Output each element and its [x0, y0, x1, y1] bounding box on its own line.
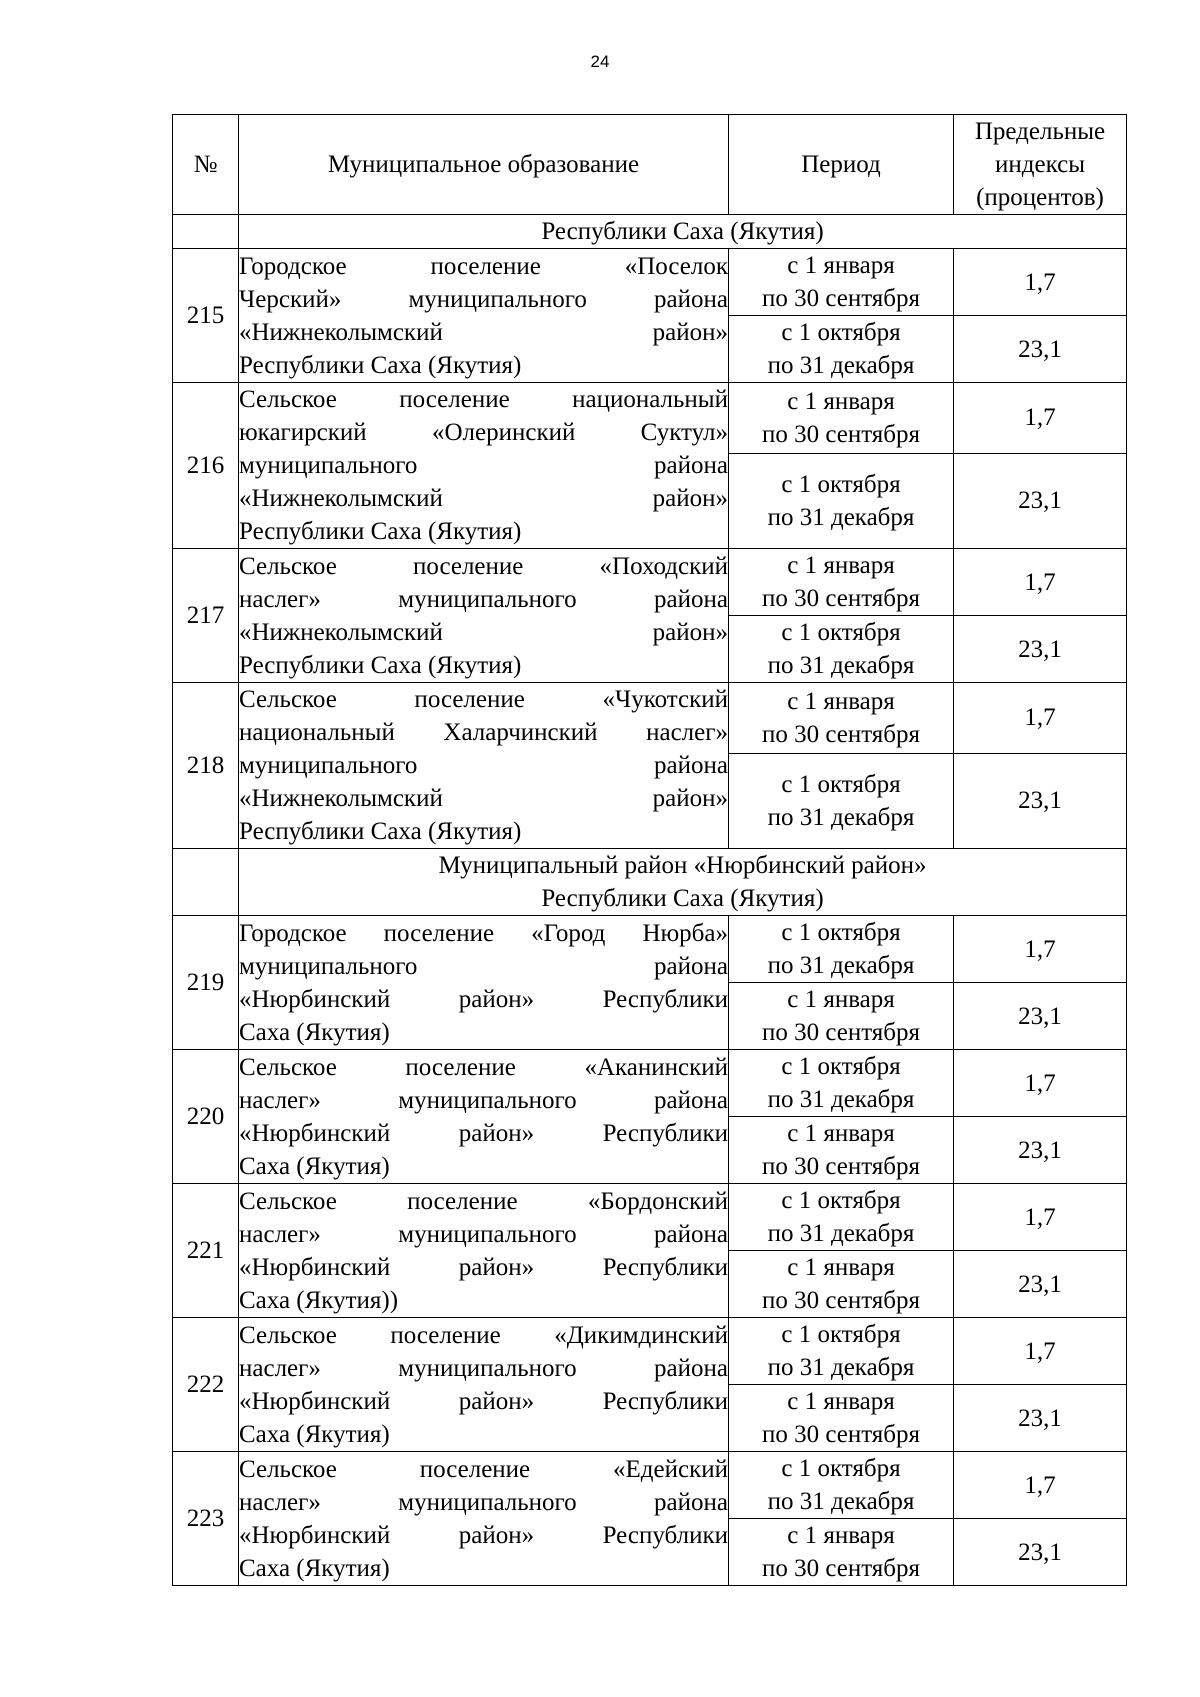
index-value: 1,7 [954, 1452, 1127, 1519]
section-title [239, 849, 1127, 916]
index-value: 23,1 [954, 753, 1127, 848]
header-municipality: Муниципальное образование [239, 115, 729, 215]
municipality-name-line: «Нижнеколымский район» [239, 485, 728, 512]
period-line: с 1 октября [781, 1321, 901, 1348]
table-row [173, 549, 1127, 616]
period-line: с 1 октября [781, 770, 901, 798]
period-line: по 31 декабря [767, 652, 915, 679]
municipality-name-line: муниципального района [239, 952, 728, 980]
index-value: 1,7 [954, 683, 1127, 754]
municipality-name-line: Сельское поселение «Бордонский [239, 1187, 728, 1215]
index-value: 23,1 [954, 453, 1127, 548]
period-cell [729, 1452, 954, 1519]
municipality-name-line: наслег» муниципального района [239, 1086, 728, 1114]
municipality-name-line: «Нюрбинский район» Республики [239, 1119, 728, 1147]
municipality-name-line: Сельское поселение «Чукотский [239, 686, 728, 713]
period-line: с 1 января [787, 1522, 895, 1549]
period-line: по 31 декабря [767, 952, 915, 979]
municipality-name-line: Республики Саха (Якутия) [239, 651, 522, 679]
period-line: по 30 сентября [761, 1153, 921, 1180]
index-value: 1,7 [954, 916, 1127, 983]
row-number: 222 [173, 1318, 239, 1452]
header-number: № [173, 115, 239, 215]
municipality-name-line: Городское поселение «Поселок [239, 252, 728, 280]
table-row [173, 916, 1127, 983]
section-row-yakutia [173, 215, 1127, 249]
period-line: с 1 октября [781, 319, 901, 346]
period-cell [729, 316, 954, 383]
header-index [954, 115, 1127, 215]
period-cell [729, 383, 954, 454]
period-line: по 30 сентября [761, 1421, 921, 1448]
row-number: 219 [173, 916, 239, 1050]
municipality-name-line: Городское поселение «Город Нюрба» [239, 919, 728, 947]
table-row [173, 1050, 1127, 1117]
municipality-name-line: Сельское поселение «Аканинский [239, 1053, 728, 1081]
municipality-name-line: Республики Саха (Якутия) [239, 351, 522, 379]
municipality-name-line: наслег» муниципального района [239, 585, 728, 613]
period-line: по 30 сентября [761, 720, 921, 748]
municipality-name-line: национальный Халарчинский наслег» [239, 719, 728, 746]
row-number: 218 [173, 683, 239, 849]
period-cell [729, 916, 954, 983]
index-value: 23,1 [954, 1519, 1127, 1586]
section-row-nyurba [173, 849, 1127, 916]
period-line: с 1 января [787, 1254, 895, 1281]
section-title-line: Муниципальный район «Нюрбинский район» [438, 852, 927, 879]
period-cell [729, 249, 954, 316]
period-line: по 30 сентября [761, 585, 921, 612]
row-number: 221 [173, 1184, 239, 1318]
municipality-name-line: «Нюрбинский район» Республики [239, 1387, 728, 1415]
period-cell [729, 1519, 954, 1586]
section-empty-cell [173, 849, 239, 916]
period-line: по 30 сентября [761, 1287, 921, 1314]
period-cell [729, 453, 954, 548]
municipality-name-line: «Нюрбинский район» Республики [239, 1253, 728, 1281]
period-cell [729, 1251, 954, 1318]
table-row [173, 1184, 1127, 1251]
municipality-name-line: наслег» муниципального района [239, 1354, 728, 1382]
tariff-index-table [172, 114, 1127, 1586]
municipality-name [239, 549, 729, 683]
period-line: с 1 января [787, 687, 895, 715]
period-cell [729, 983, 954, 1050]
row-number: 216 [173, 383, 239, 549]
table-row [173, 383, 1127, 454]
index-value: 23,1 [954, 1251, 1127, 1318]
period-cell [729, 683, 954, 754]
table-row [173, 1452, 1127, 1519]
index-value: 23,1 [954, 983, 1127, 1050]
period-cell [729, 616, 954, 683]
period-line: с 1 января [787, 1388, 895, 1415]
period-cell [729, 549, 954, 616]
header-period: Период [729, 115, 954, 215]
index-value: 1,7 [954, 1184, 1127, 1251]
period-cell [729, 1050, 954, 1117]
page-number: 24 [590, 52, 610, 71]
period-line: по 30 сентября [761, 1555, 921, 1582]
period-line: по 31 декабря [767, 352, 915, 379]
period-line: по 31 декабря [767, 1488, 915, 1515]
municipality-name-line: Саха (Якутия) [239, 1152, 390, 1180]
municipality-name-line: юкагирский «Олеринский Суктул» [239, 419, 728, 446]
section-title [239, 215, 1127, 249]
municipality-name [239, 1050, 729, 1184]
index-value: 23,1 [954, 1117, 1127, 1184]
table-body [173, 215, 1127, 1586]
period-line: с 1 октября [781, 619, 901, 646]
section-empty-cell [173, 215, 239, 249]
period-line: по 31 декабря [767, 1220, 915, 1247]
municipality-name [239, 383, 729, 549]
municipality-name-line: Черский» муниципального района [239, 285, 728, 313]
municipality-name-line: Саха (Якутия) [239, 1018, 390, 1046]
municipality-name-line: муниципального района [239, 452, 728, 479]
period-line: с 1 октября [781, 919, 901, 946]
municipality-name [239, 1318, 729, 1452]
period-line: с 1 января [787, 986, 895, 1013]
period-line: с 1 января [787, 1120, 895, 1147]
period-cell [729, 1318, 954, 1385]
municipality-name-line: Саха (Якутия) [239, 1554, 390, 1582]
period-line: по 30 сентября [761, 420, 921, 448]
table-row [173, 1318, 1127, 1385]
section-title-line: Республики Саха (Якутия) [541, 218, 824, 245]
period-cell [729, 1385, 954, 1452]
section-title-line: Республики Саха (Якутия) [541, 885, 824, 912]
period-line: с 1 октября [781, 1053, 901, 1080]
municipality-name-line: «Нижнеколымский район» [239, 318, 728, 346]
municipality-name-line: Сельское поселение национальный [239, 386, 728, 413]
period-cell [729, 753, 954, 848]
municipality-name-line: Сельское поселение «Походский [239, 552, 728, 580]
index-value: 1,7 [954, 549, 1127, 616]
period-line: по 31 декабря [767, 1086, 915, 1113]
row-number: 215 [173, 249, 239, 383]
municipality-name [239, 249, 729, 383]
municipality-name-line: Республики Саха (Якутия) [239, 818, 522, 845]
table-row [173, 683, 1127, 754]
municipality-name [239, 1184, 729, 1318]
period-line: по 30 сентября [761, 1019, 921, 1046]
row-number: 220 [173, 1050, 239, 1184]
period-line: по 31 декабря [767, 1354, 915, 1381]
period-line: с 1 января [787, 552, 895, 579]
index-value: 1,7 [954, 1318, 1127, 1385]
period-line: по 31 декабря [767, 503, 915, 531]
municipality-name-line: Республики Саха (Якутия) [239, 518, 522, 545]
index-value: 1,7 [954, 249, 1127, 316]
municipality-name-line: «Нижнеколымский район» [239, 618, 728, 646]
index-value: 23,1 [954, 616, 1127, 683]
municipality-name-line: Сельское поселение «Едейский [239, 1455, 728, 1483]
municipality-name-line: наслег» муниципального района [239, 1488, 728, 1516]
period-line: с 1 января [787, 252, 895, 279]
municipality-name-line: «Нюрбинский район» Республики [239, 985, 728, 1013]
period-line: по 31 декабря [767, 803, 915, 831]
period-line: с 1 октября [781, 470, 901, 498]
header-index-line: индексы [995, 151, 1085, 178]
period-line: с 1 января [787, 387, 895, 415]
municipality-name-line: Сельское поселение «Дикимдинский [239, 1321, 728, 1349]
municipality-name-line: муниципального района [239, 752, 728, 779]
table-row [173, 249, 1127, 316]
period-line: по 30 сентября [761, 285, 921, 312]
municipality-name-line: «Нюрбинский район» Республики [239, 1521, 728, 1549]
index-value: 23,1 [954, 1385, 1127, 1452]
table-header [173, 115, 1127, 215]
municipality-name-line: наслег» муниципального района [239, 1220, 728, 1248]
row-number: 217 [173, 549, 239, 683]
municipality-name [239, 1452, 729, 1586]
municipality-name [239, 683, 729, 849]
period-cell [729, 1184, 954, 1251]
header-index-line: Предельные [974, 118, 1106, 145]
header-index-line: (процентов) [976, 184, 1104, 211]
municipality-name-line: Саха (Якутия)) [239, 1286, 399, 1314]
index-value: 1,7 [954, 1050, 1127, 1117]
period-line: с 1 октября [781, 1187, 901, 1214]
municipality-name-line: Саха (Якутия) [239, 1420, 390, 1448]
municipality-name-line: «Нижнеколымский район» [239, 785, 728, 812]
municipality-name [239, 916, 729, 1050]
period-cell [729, 1117, 954, 1184]
index-value: 23,1 [954, 316, 1127, 383]
index-value: 1,7 [954, 383, 1127, 454]
row-number: 223 [173, 1452, 239, 1586]
period-line: с 1 октября [781, 1455, 901, 1482]
